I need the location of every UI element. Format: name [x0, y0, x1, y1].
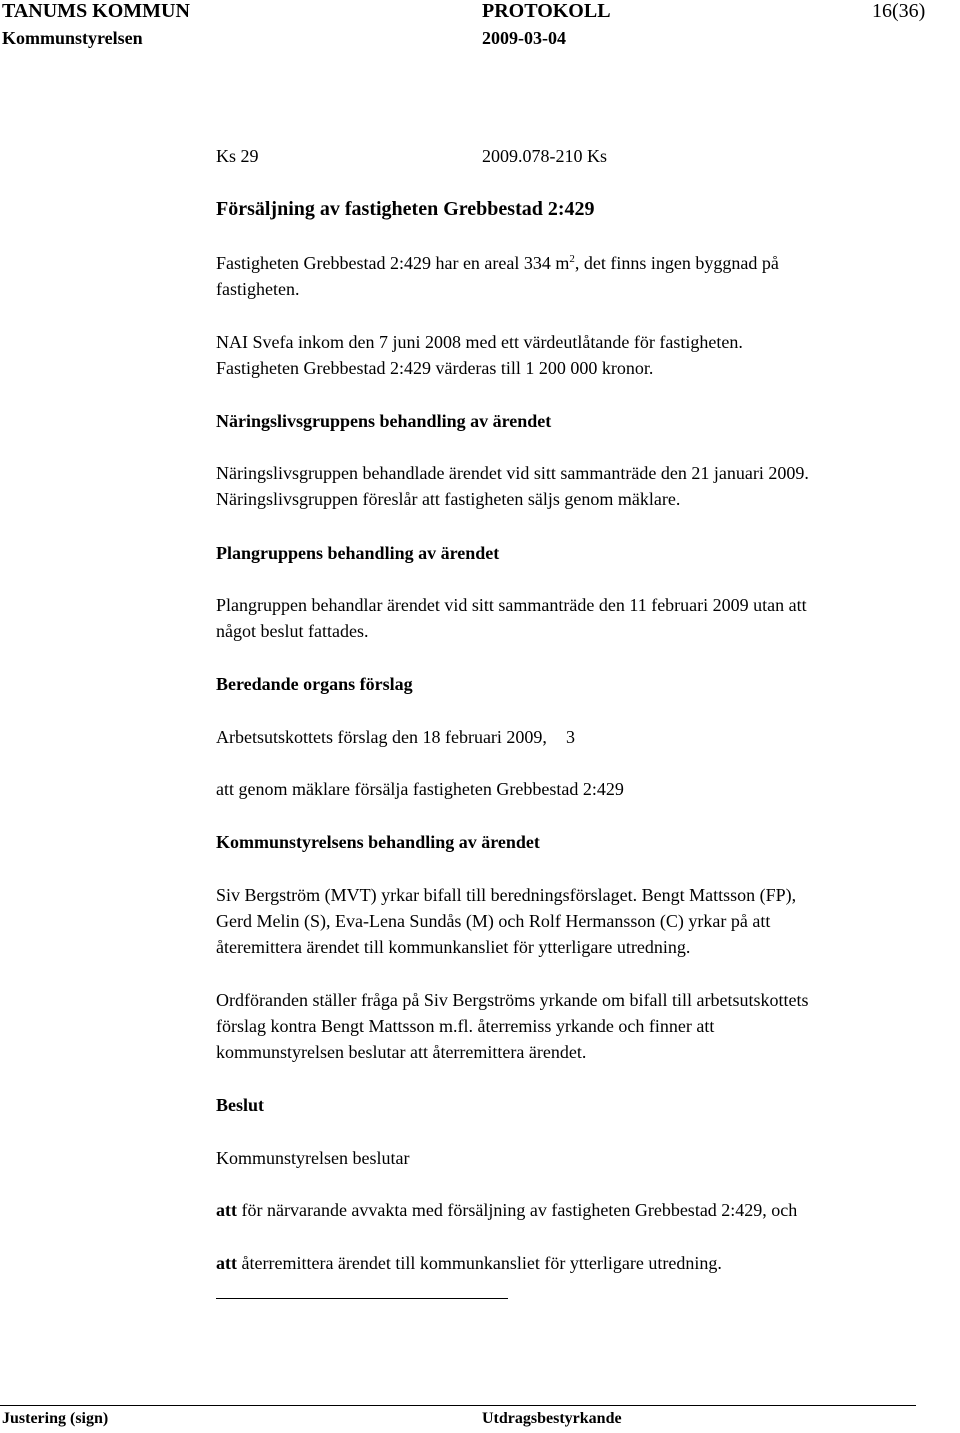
ks-p1-line-1: Siv Bergström (MVT) yrkar bifall till beredningsförslaget. Bengt Mattsson (FP),: [216, 885, 797, 905]
footer-rule: [0, 1405, 916, 1406]
beslut-att-2: [216, 1250, 722, 1276]
superscript: 2: [569, 253, 575, 265]
naringsliv-line-1: Näringslivsgruppen behandlade ärendet vid sitt sammanträde den 21 januari 2009.: [216, 463, 809, 483]
beslut-intro: Kommunstyrelsen beslutar: [216, 1148, 410, 1168]
footer-utdragsbestyrkande: Utdragsbestyrkande: [482, 1410, 622, 1427]
committee-name: Kommunstyrelsen: [2, 28, 143, 48]
intro-line-2: fastigheten.: [216, 279, 300, 299]
intro-line-3: NAI Svefa inkom den 7 juni 2008 med ett värdeutlåtande för fastigheten.: [216, 332, 743, 352]
document-type: PROTOKOLL: [482, 0, 611, 22]
intro-line-4: Fastigheten Grebbestad 2:429 värderas till 1 200 000 kronor.: [216, 358, 654, 378]
beredande-text: Arbetsutskottets förslag den 18 februari 2009,: [216, 727, 547, 747]
ks-p2-line-3: kommunstyrelsen beslutar att återremittera ärendet.: [216, 1042, 587, 1062]
footer-justering: Justering (sign): [2, 1410, 109, 1427]
naringsliv-line-2: Näringslivsgruppen föreslår att fastigheten säljs genom mäklare.: [216, 489, 681, 509]
section-heading-beslut: Beslut: [216, 1095, 265, 1115]
section-heading-naringsliv: Näringslivsgruppens behandling av ärendet: [216, 411, 552, 431]
att-keyword: att: [216, 1253, 237, 1273]
intro-line-1: [216, 250, 779, 276]
section-heading-beredande: Beredande organs förslag: [216, 674, 413, 694]
ks-p1-line-3: återemittera ärendet till kommunkansliet för ytterligare utredning.: [216, 937, 691, 957]
ks-p1-line-2: Gerd Melin (S), Eva-Lena Sundås (M) och Rolf Hermansson (C) yrkar på att: [216, 911, 771, 931]
section-heading-plangrupp: Plangruppens behandling av ärendet: [216, 543, 500, 563]
end-rule: [216, 1298, 508, 1299]
beredande-line-2: att genom mäklare försälja fastigheten Grebbestad 2:429: [216, 779, 624, 799]
att-keyword: att: [216, 1200, 237, 1220]
case-title: Försäljning av fastigheten Grebbestad 2:429: [216, 198, 595, 220]
paragraph-number: Ks 29: [216, 146, 259, 166]
intro-text-a: Fastigheten Grebbestad 2:429 har en areal 334 m: [216, 253, 570, 273]
ks-p2-line-2: förslag kontra Bengt Mattsson m.fl. återremiss yrkande och finner att: [216, 1016, 715, 1036]
organization-name: TANUMS KOMMUN: [2, 0, 190, 22]
att-text: för närvarande avvakta med försäljning av fastigheten Grebbestad 2:429, och: [237, 1200, 798, 1220]
att-text: återremittera ärendet till kommunkansliet för ytterligare utredning.: [237, 1253, 722, 1273]
plangrupp-line-2: något beslut fattades.: [216, 621, 369, 641]
beredande-line-1: [216, 724, 575, 750]
ks-p2-line-1: Ordföranden ställer fråga på Siv Bergströms yrkande om bifall till arbetsutskottets: [216, 990, 809, 1010]
section-heading-ks: Kommunstyrelsens behandling av ärendet: [216, 832, 540, 852]
beslut-att-1: [216, 1197, 797, 1223]
case-number: 2009.078-210 Ks: [482, 146, 607, 166]
intro-text-b: , det finns ingen byggnad på: [574, 253, 779, 273]
meeting-date: 2009-03-04: [482, 28, 566, 48]
plangrupp-line-1: Plangruppen behandlar ärendet vid sitt sammanträde den 11 februari 2009 utan att: [216, 595, 807, 615]
page-number: 16(36): [872, 0, 926, 22]
beredande-ref: 3: [565, 727, 575, 747]
